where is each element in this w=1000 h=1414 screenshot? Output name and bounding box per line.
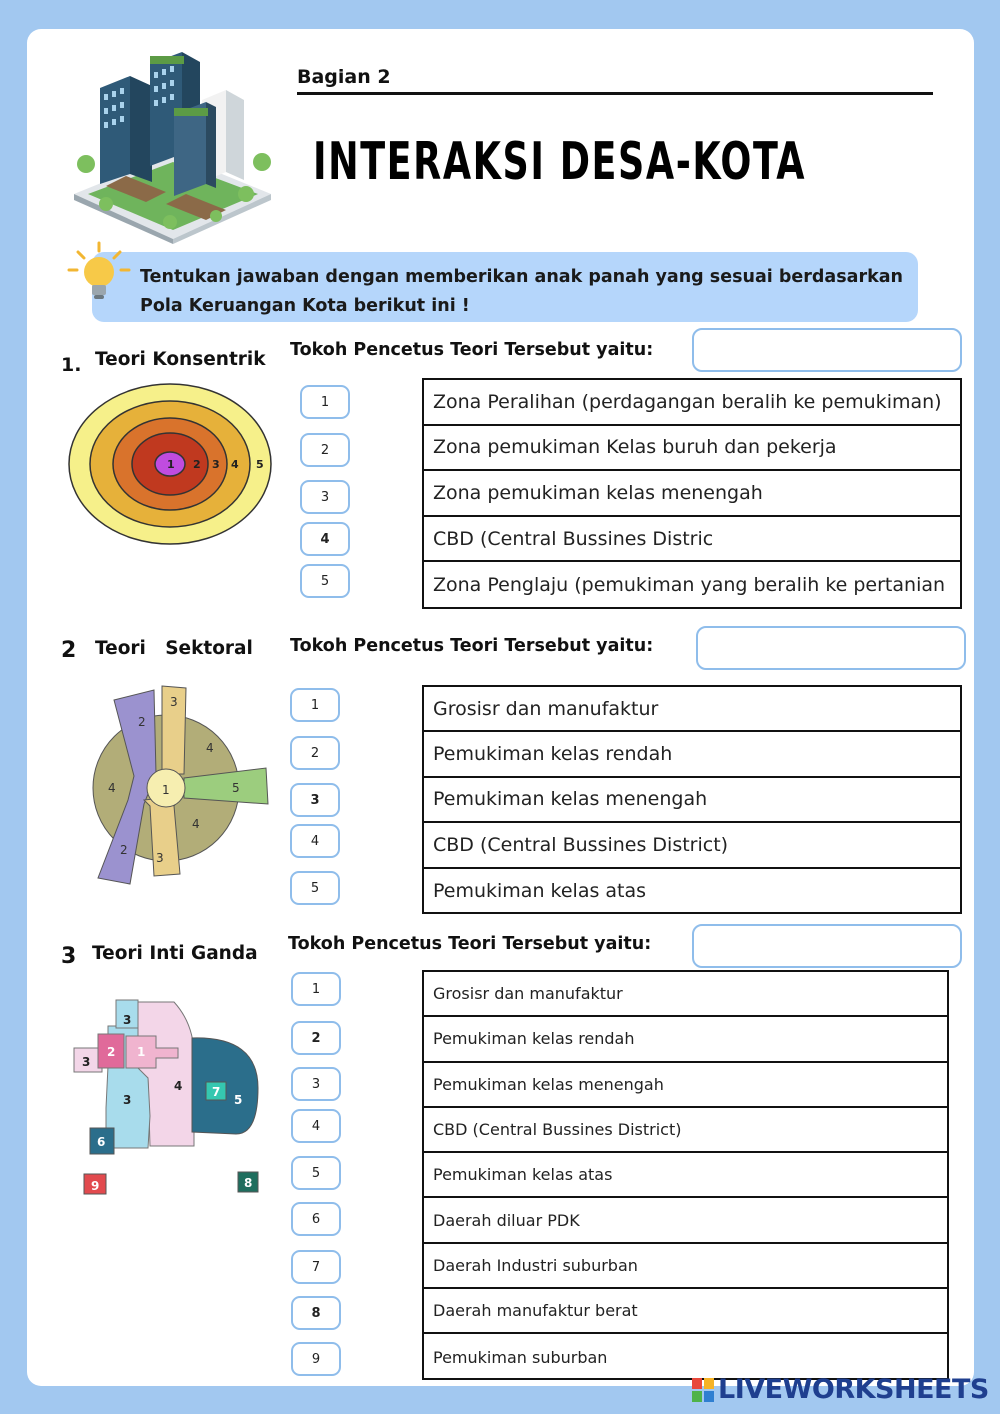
option-row[interactable]: Zona Penglaju (pemukiman yang beralih ke pertanian	[433, 574, 946, 597]
section-3-number-box[interactable]: 3	[291, 1067, 341, 1101]
option-row[interactable]: Pemukiman kelas rendah	[424, 1017, 947, 1062]
nuclei-label: 1	[137, 1045, 146, 1059]
section-3-number-box[interactable]: 6	[291, 1202, 341, 1236]
section-1-tokoh-label: Tokoh Pencetus Teori Tersebut yaitu:	[290, 340, 654, 360]
concentric-label: 5	[256, 458, 264, 471]
concentric-label: 1	[167, 458, 175, 471]
option-row[interactable]: Daerah Industri suburban	[424, 1244, 947, 1289]
section-1-number-box[interactable]: 5	[300, 564, 350, 598]
section-1-options-table	[422, 378, 962, 609]
sector-label: 1	[162, 783, 170, 797]
section-3-number-box[interactable]: 4	[291, 1109, 341, 1143]
liveworksheets-logo[interactable]	[692, 1374, 989, 1405]
section-3-options-table	[422, 970, 949, 1380]
sector-label: 3	[156, 851, 164, 865]
section-2-number-box[interactable]: 3	[290, 783, 340, 817]
section-3-answer-input[interactable]	[692, 924, 962, 968]
option-row[interactable]: Pemukiman kelas atas	[424, 1153, 947, 1198]
sector-label: 3	[170, 695, 178, 709]
nuclei-label: 5	[234, 1093, 243, 1107]
nuclei-label: 6	[97, 1135, 106, 1149]
section-2-number-box[interactable]: 4	[290, 824, 340, 858]
option-row[interactable]: Zona pemukiman Kelas buruh dan pekerja	[424, 426, 960, 472]
concentric-label: 4	[231, 458, 239, 471]
nuclei-label: 2	[107, 1045, 116, 1059]
nuclei-label: 8	[244, 1176, 253, 1190]
section-3-number-box[interactable]: 8	[291, 1296, 341, 1330]
section-2-answer-input[interactable]	[696, 626, 966, 670]
nuclei-label: 3	[82, 1055, 91, 1069]
option-row[interactable]: Zona Peralihan (perdagangan beralih ke pemukiman)	[424, 380, 960, 426]
instruction-text	[140, 263, 910, 321]
sector-label: 2	[120, 843, 128, 857]
option-row[interactable]: Pemukiman kelas rendah	[424, 732, 960, 777]
city-illustration	[66, 44, 281, 244]
section-3-title: Teori Inti Ganda	[92, 943, 258, 964]
option-row[interactable]: Daerah manufaktur berat	[424, 1289, 947, 1334]
section-2-options-table	[422, 685, 962, 914]
section-1-number-box[interactable]: 2	[300, 433, 350, 467]
option-row[interactable]: Pemukiman kelas atas	[433, 880, 647, 903]
multiple-nuclei-diagram	[72, 996, 264, 1200]
section-2-number-box[interactable]: 1	[290, 688, 340, 722]
section-3-number-box[interactable]: 9	[291, 1342, 341, 1376]
section-2-number: 2	[61, 638, 77, 663]
section-2-number-box[interactable]: 5	[290, 871, 340, 905]
sector-label: 4	[206, 741, 214, 755]
header-divider	[297, 92, 933, 95]
section-1-number-box[interactable]: 4	[300, 522, 350, 556]
option-row[interactable]: Grosisr dan manufaktur	[424, 972, 947, 1017]
nuclei-label: 3	[123, 1013, 132, 1027]
section-label: Bagian 2	[297, 66, 391, 88]
section-2-title: Teori Sektoral	[95, 638, 253, 659]
section-2-tokoh-label: Tokoh Pencetus Teori Tersebut yaitu:	[290, 636, 654, 656]
option-row[interactable]: CBD (Central Bussines Distric	[424, 517, 960, 563]
concentric-diagram	[66, 380, 274, 548]
instruction-line-2: Pola Keruangan Kota berikut ini !	[140, 296, 470, 316]
section-3-number-box[interactable]: 1	[291, 972, 341, 1006]
section-1-title: Teori Konsentrik	[95, 349, 266, 370]
liveworksheets-logo-icon	[692, 1378, 714, 1402]
option-row[interactable]: Pemukiman suburban	[433, 1347, 608, 1367]
nuclei-label: 7	[212, 1085, 221, 1099]
section-1-answer-input[interactable]	[692, 328, 962, 372]
section-3-number-box[interactable]: 5	[291, 1156, 341, 1190]
nuclei-label: 3	[123, 1093, 132, 1107]
sector-label: 5	[232, 781, 240, 795]
option-row[interactable]: Daerah diluar PDK	[424, 1198, 947, 1243]
section-3-number: 3	[61, 944, 77, 969]
section-2-number-box[interactable]: 2	[290, 736, 340, 770]
option-row[interactable]: Zona pemukiman kelas menengah	[424, 471, 960, 517]
option-row[interactable]: CBD (Central Bussines District)	[424, 1108, 947, 1153]
sector-label: 4	[192, 817, 200, 831]
page-title: INTERAKSI DESA-KOTA	[313, 132, 807, 192]
option-row[interactable]: Pemukiman kelas menengah	[424, 778, 960, 823]
section-1-number-box[interactable]: 3	[300, 480, 350, 514]
brand-name: LIVEWORKSHEETS	[718, 1374, 989, 1405]
section-3-tokoh-label: Tokoh Pencetus Teori Tersebut yaitu:	[288, 934, 652, 954]
nuclei-label: 4	[174, 1079, 183, 1093]
sector-label: 4	[108, 781, 116, 795]
option-row[interactable]: Grosisr dan manufaktur	[424, 687, 960, 732]
nuclei-label: 9	[91, 1179, 100, 1193]
section-3-number-box[interactable]: 7	[291, 1250, 341, 1284]
section-1-number: 1.	[61, 354, 82, 376]
concentric-label: 2	[193, 458, 201, 471]
section-1-number-box[interactable]: 1	[300, 385, 350, 419]
sector-label: 2	[138, 715, 146, 729]
lightbulb-icon	[66, 240, 132, 306]
sector-diagram	[90, 682, 272, 888]
concentric-label: 3	[212, 458, 220, 471]
section-3-number-box[interactable]: 2	[291, 1021, 341, 1055]
option-row[interactable]: Pemukiman kelas menengah	[424, 1063, 947, 1108]
instruction-line-1: Tentukan jawaban dengan memberikan anak panah yang sesuai berdasarkan	[140, 267, 903, 287]
option-row[interactable]: CBD (Central Bussines District)	[424, 823, 960, 868]
